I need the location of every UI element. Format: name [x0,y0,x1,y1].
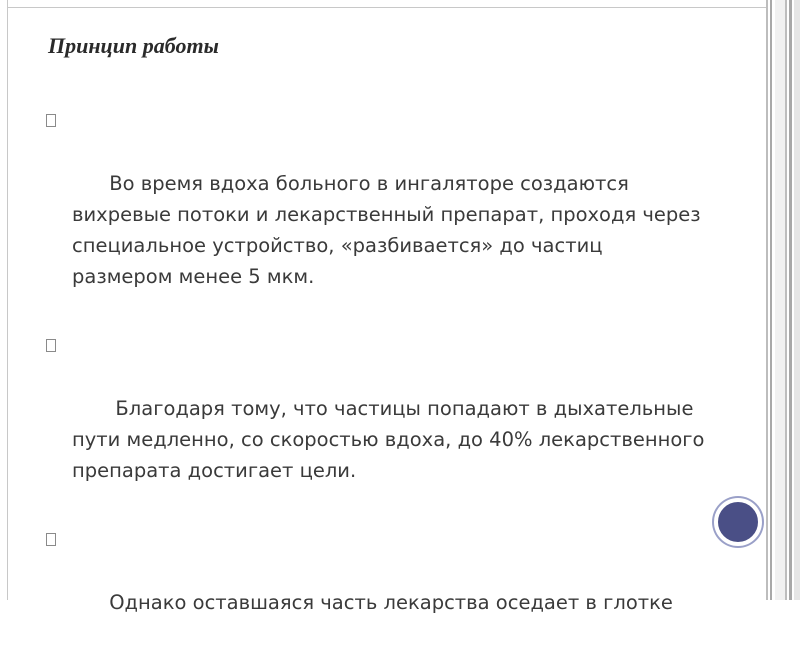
bullet-item [46,106,706,323]
square-bullet-icon [46,339,56,352]
bullet-text: Однако оставшаяся часть лекарства оседает в глотке [109,591,673,614]
right-rail-line [766,0,768,600]
bullet-item [46,331,711,517]
right-rail-line [770,0,772,600]
bullet-list [46,106,711,657]
slide-title: Принцип работы [48,33,219,58]
circle-decoration-icon [714,498,762,546]
right-rail-band [775,0,785,600]
right-rail-line [789,0,792,600]
right-rail-band [794,0,800,600]
bullet-text: Благодаря тому, что частицы попадают в дыхательные пути медленно, со скоростью вдоха, до 40% лекарственного препарата достигает цели. [72,397,711,482]
right-rail-line [785,0,787,600]
square-bullet-icon [46,533,56,546]
frame-top-line [7,7,767,8]
bullet-text: Во время вдоха больного в ингаляторе создаются вихревые потоки и лекарственный препарат, проходя через специальное устройство, «разбивается» до частиц размером менее 5 мкм. [72,172,707,288]
square-bullet-icon [46,114,56,127]
bullet-item [46,525,706,649]
frame-left-line [7,0,8,600]
